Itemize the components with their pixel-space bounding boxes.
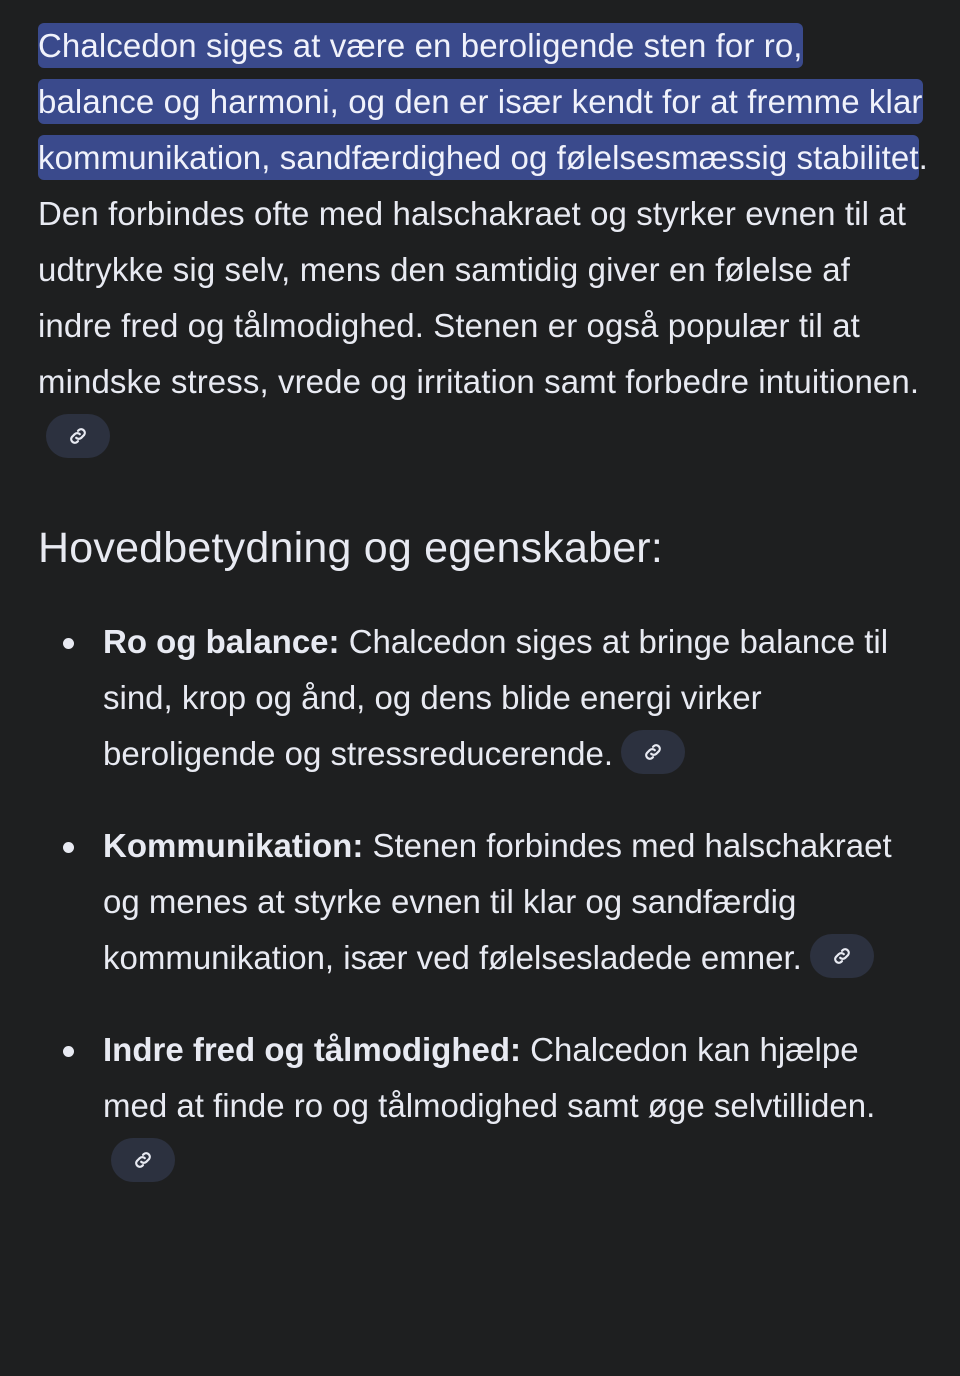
list-item	[38, 614, 928, 782]
link-icon	[642, 741, 664, 763]
citation-button[interactable]	[621, 730, 685, 774]
link-icon	[831, 945, 853, 967]
link-icon	[132, 1149, 154, 1171]
item-text: Stenen forbindes med halschakraet og menes at styrke evnen til klar og sandfærdig kommunikation, især ved følelsesladede emner.	[103, 827, 892, 976]
highlighted-text[interactable]: Chalcedon siges at være en beroligende sten for ro, balance og harmoni, og den er især kendt for at fremme klar kommunikation, sandfærdighed og følelsesmæssig stabilitet	[38, 23, 923, 180]
citation-button[interactable]	[46, 414, 110, 458]
citation-button[interactable]	[111, 1138, 175, 1182]
intro-text: . Den forbindes ofte med halschakraet og styrker evnen til at udtrykke sig selv, mens den samtidig giver en følelse af indre fred og tålmodighed. Stenen er også populær til at mindske stress, vrede og irritation samt forbedre intuitionen.	[38, 139, 928, 400]
intro-paragraph	[38, 18, 928, 466]
list-item	[38, 818, 928, 986]
citation-button[interactable]	[810, 934, 874, 978]
item-text: Chalcedon kan hjælpe med at finde ro og tålmodighed samt øge selvtilliden.	[103, 1031, 876, 1124]
list-item	[38, 1022, 928, 1190]
bullet-icon	[63, 638, 74, 649]
section-heading: Hovedbetydning og egenskaber:	[38, 524, 663, 572]
bullet-icon	[63, 1046, 74, 1057]
item-text: Chalcedon siges at bringe balance til sind, krop og ånd, og dens blide energi virker beroligende og stressreducerende.	[103, 623, 889, 772]
response-content	[38, 18, 928, 1226]
item-title: Ro og balance:	[103, 623, 340, 660]
bullet-icon	[63, 842, 74, 853]
properties-list	[38, 614, 928, 1190]
link-icon	[67, 425, 89, 447]
item-title: Indre fred og tålmodighed:	[103, 1031, 521, 1068]
item-title: Kommunikation:	[103, 827, 364, 864]
